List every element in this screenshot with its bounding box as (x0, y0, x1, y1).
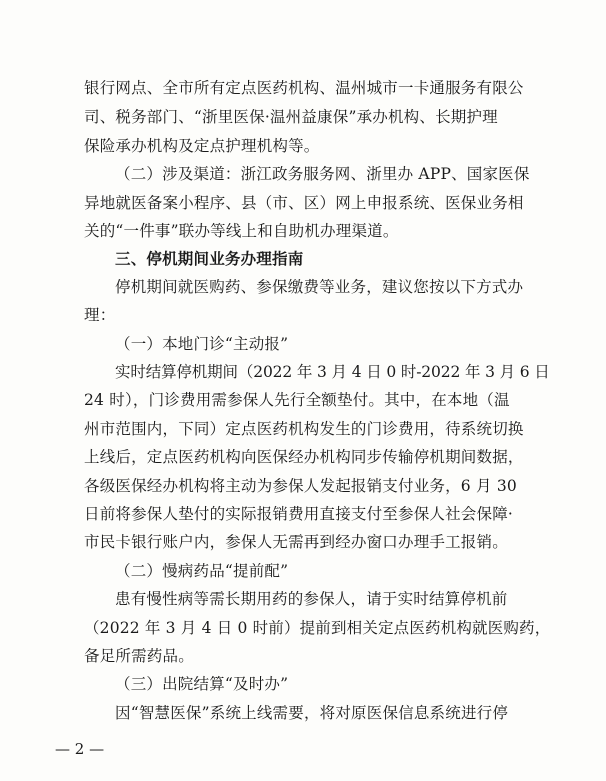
subsection-heading-2: （二）慢病药品“提前配” (115, 562, 289, 580)
body-line-8: 停机期间就医购药、参保缴费等业务，建议您按以下方式办 (115, 278, 524, 296)
body-line-21: 备足所需药品。 (84, 647, 194, 665)
body-line-17: 市民卡银行账户内，参保人无需再到经办窗口办理手工报销。 (84, 533, 508, 551)
body-line-19: 患有慢性病等需长期用药的参保人，请于实时结算停机前 (115, 590, 508, 608)
body-line-23: 因“智慧医保”系统上线需要，将对原医保信息系统进行停 (115, 704, 509, 722)
body-line-9: 理： (84, 306, 116, 324)
page-number: — 2 — (55, 740, 105, 758)
body-line-14: 上线后，定点医药机构向医保经办机构同步传输停机期间数据， (84, 448, 524, 466)
body-line-20: （2022 年 3 月 4 日 0 时前）提前到相关定点医药机构就医购药， (84, 619, 551, 637)
body-line-1: 银行网点、全市所有定点医药机构、温州城市一卡通服务有限公 (84, 79, 524, 97)
body-line-16: 日前将参保人垫付的实际报销费用直接支付至参保人社会保障· (84, 505, 514, 523)
body-line-12: 24 时），门诊费用需参保人先行全额垫付。其中，在本地（温 (84, 391, 510, 409)
subsection-heading-1: （一）本地门诊“主动报” (115, 335, 289, 353)
body-line-3: 保险承办机构及定点护理机构等。 (84, 137, 320, 155)
section-heading-3: 三、停机期间业务办理指南 (115, 250, 304, 268)
body-line-5: 异地就医备案小程序、县（市、区）网上申报系统、医保业务相 (84, 194, 524, 212)
subsection-heading-3: （三）出院结算“及时办” (115, 675, 289, 693)
body-line-6: 关的“一件事”联办等线上和自助机办理渠道。 (84, 222, 399, 240)
body-line-2: 司、税务部门、“浙里医保·温州益康保”承办机构、长期护理 (84, 108, 498, 126)
body-line-11: 实时结算停机期间（2022 年 3 月 4 日 0 时-2022 年 3 月 6 日 (115, 363, 550, 381)
body-line-15: 各级医保经办机构将主动为参保人发起报销支付业务，6 月 30 (84, 477, 517, 495)
body-line-4: （二）涉及渠道：浙江政务服务网、浙里办 APP、国家医保 (115, 165, 530, 183)
body-line-13: 州市范围内，下同）定点医药机构发生的门诊费用，待系统切换 (84, 420, 524, 438)
